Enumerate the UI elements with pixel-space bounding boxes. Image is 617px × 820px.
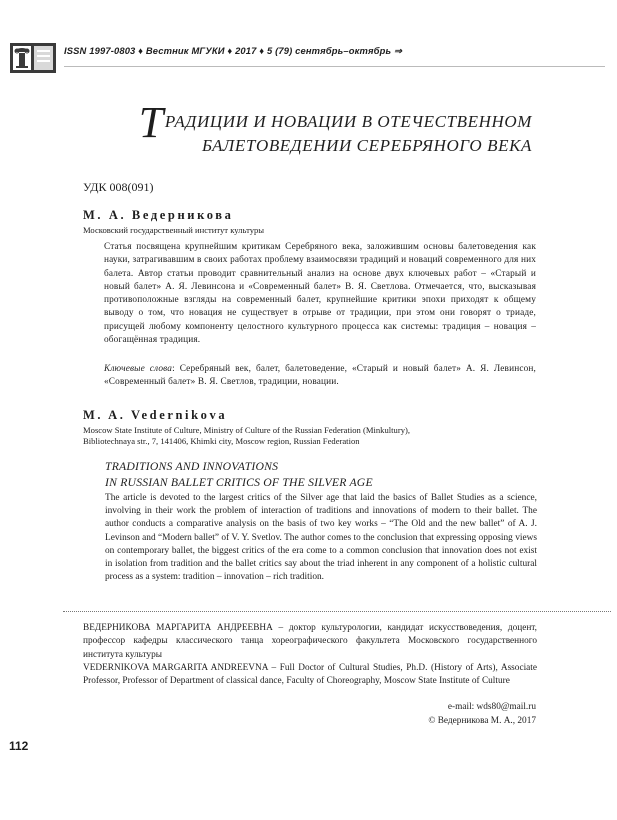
abstract-en: The article is devoted to the largest critics of the Silver age that laid the basics of Ballet Studies as a science, involving in their work the problem of interaction of traditions and innovations of modern to their ballet. The author conducts a comparative analysis on the basis of two key works – “The Old and the new ballet” of A. J. Levinson and “Modern ballet” of V. Y. Svetlov. The author comes to the conclusion that expressing opposing views on contemporary ballet, the biggest critics of the era come to a common conclusion that innovation does not exist in isolation from tradition and the ballet critics say about the triad inherent in any component of a holistic cultural process as a system: tradition – innovation – rich tradition. bbox=[105, 493, 537, 583]
title-en bbox=[105, 459, 373, 490]
header-divider bbox=[64, 66, 605, 67]
udk-code: УДК 008(091) bbox=[83, 180, 154, 194]
dotted-divider bbox=[63, 611, 611, 612]
keywords-text: : Серебряный век, балет, балетоведение, «Старый и новый балет» А. Я. Левинсон, «Современный балет» В. Я. Светлов, традиции, новации. bbox=[104, 364, 537, 388]
article-title bbox=[72, 98, 532, 158]
author-bio-ru: ВЕДЕРНИКОВА МАРГАРИТА АНДРЕЕВНА – доктор культурологии, кандидат искусствоведения, доцент, профессор кафедры классического танца хореографического факультета Московского государственного института культуры bbox=[83, 623, 537, 660]
page-number: 112 bbox=[9, 739, 29, 753]
copyright: © Ведерникова М. А., 2017 bbox=[428, 716, 536, 726]
title-initial: Т bbox=[138, 98, 164, 147]
author-ru: М. А. Ведерникова bbox=[83, 208, 234, 222]
affiliation-ru: Московский государственный институт культуры bbox=[83, 225, 265, 235]
abstract-ru: Статья посвящена крупнейшим критикам Серебряного века, заложившим основы балетоведения как науки, затрагивавшим в своих работах проблему взаимосвязи традиций и новаций современного для них балета. Автор статьи проводит сравнительный анализ на основе двух ключевых работ – «Старый и новый балет» А. Я. Левинсона и «Современный балет» В. Я. Светлова. Отмечается, что, высказывая противоположные взгляды на современный балет, крупнейшие критики эпохи приходят к общему выводу о том, что новация не существует в отрыве от традиции, при этом они говорят о триаде, присущей любому компоненту целостного культурного процесса как системы: традиция – новация – обогащённая традиция. bbox=[104, 242, 536, 346]
journal-header: ISSN 1997-0803 ♦ Вестник МГУКИ ♦ 2017 ♦ 5 (79) сентябрь–октябрь ⇒ bbox=[64, 45, 402, 56]
author-email: e-mail: wds80@mail.ru bbox=[447, 702, 536, 712]
affiliation-en-line-2: Bibliotechnaya str., 7, 141406, Khimki city, Moscow region, Russian Federation bbox=[83, 436, 360, 446]
title-line-2: БАЛЕТОВЕДЕНИИ СЕРЕБРЯНОГО ВЕКА bbox=[201, 136, 532, 155]
affiliation-en bbox=[83, 425, 503, 447]
keywords-label: Ключевые слова bbox=[104, 364, 173, 374]
keywords-ru bbox=[104, 363, 536, 390]
affiliation-en-line-1: Moscow State Institute of Culture, Ministry of Culture of the Russian Federation (Minkultury), bbox=[83, 425, 410, 435]
title-line-1-rest: РАДИЦИИ И НОВАЦИИ В ОТЕЧЕСТВЕННОМ bbox=[164, 112, 532, 131]
author-bio-en: VEDERNIKOVA MARGARITA ANDREEVNA – Full Doctor of Cultural Studies, Ph.D. (History of Arts), Associate Professor, Professor of Department of classical dance, Faculty of Choreography, Moscow State Institute of Culture bbox=[83, 663, 537, 687]
author-en: M. A. Vedernikova bbox=[83, 408, 228, 422]
journal-logo-icon bbox=[10, 43, 56, 73]
title-en-line-1: TRADITIONS AND INNOVATIONS bbox=[105, 460, 279, 473]
title-en-line-2: IN RUSSIAN BALLET CRITICS OF THE SILVER AGE bbox=[105, 475, 373, 489]
